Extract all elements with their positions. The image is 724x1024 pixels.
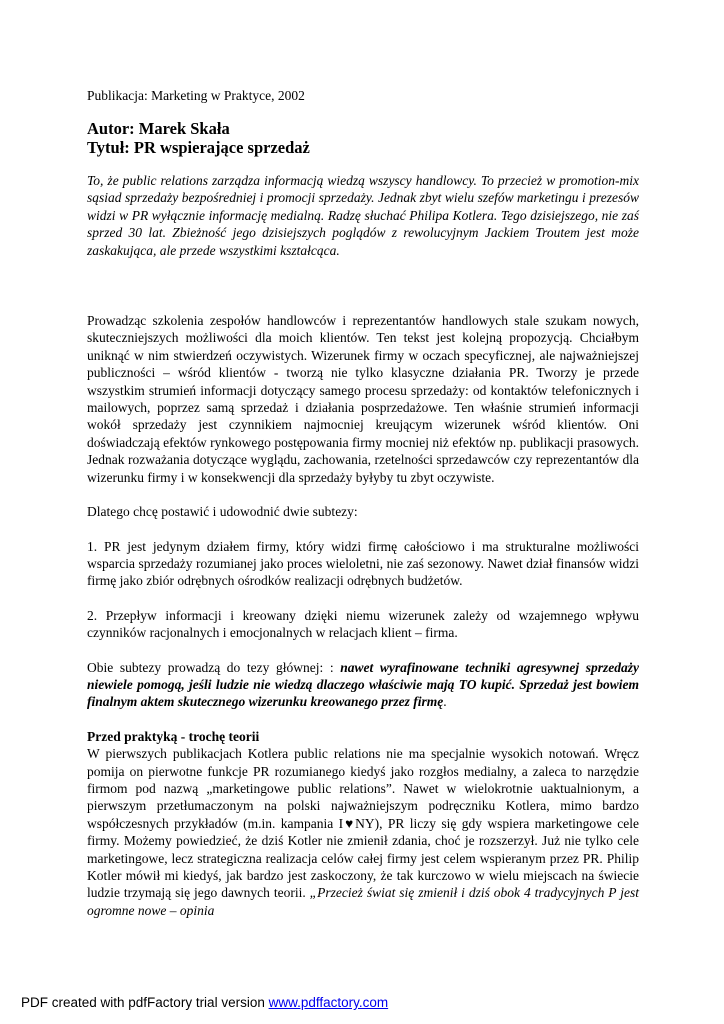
main-thesis-end: . [443, 694, 447, 710]
section-paragraph [87, 745, 639, 919]
body-paragraph-2: Dlatego chcę postawić i udowodnić dwie subtezy: [87, 504, 358, 520]
spacer [87, 590, 639, 607]
spacer [87, 642, 639, 659]
publication-line: Publikacja: Marketing w Praktyce, 2002 [87, 88, 305, 103]
spacer [87, 259, 639, 312]
body-paragraph-1: Prowadząc szkolenia zespołów handlowców i reprezentantów handlowych stale szukam nowych, skuteczniejszych możliwości dla moich klientów. Ten tekst jest kolejną propozycją. Chciałbym uniknąć w nim stwierdzeń oczywistych. Wizerunek firmy w oczach specyficznej, ale najważniejszej publiczności – wśród klientów - tworzą nie tylko klasyczne działania PR. Tworzy je przede wszystkim strumień informacji dotyczący samego procesu sprzedaży: od kontaktów telefonicznych i mailowych, poprzez samą sprzedaż i działania posprzedażowe. Ten właśnie strumień informacji wokół sprzedaży jest czynnikiem najmocniej kreującym wizerunek wśród klientów. Oni doświadczają efektów rynkowego postępowania firmy mocniej niż efektów np. publikacji prasowych. Jednak rozważania dotyczące wyglądu, zachowania, rzetelności sprzedawców czy reprezentantów dla wizerunku firmy i w konsekwencji dla sprzedaży byłyby tu zbyt oczywiste. [87, 313, 639, 485]
author-heading: Autor: Marek Skała [87, 119, 230, 138]
main-thesis-bold-end: . Sprzedaż jest bowiem finalnym aktem skutecznego wizerunku kreowanego przez firmę [87, 676, 639, 710]
spacer [87, 486, 639, 503]
pdf-footer [21, 995, 388, 1010]
section-quote: „Przecież świat się zmienił i dziś obok 4 tradycyjnych P jest ogromne nowe – opinia [87, 885, 639, 918]
thesis-1: 1. PR jest jedynym działem firmy, który widzi firmę całościowo i ma strukturalne możliwości wsparcia sprzedaży rozumianej jako proces wieloletni, nie zaś sezonowy. Nawet dział finansów widzi firmę jako zbiór odrębnych ośrodków realizacji odrębnych budżetów. [87, 538, 639, 589]
main-thesis [87, 659, 639, 711]
footer-text: PDF created with pdfFactory trial version [21, 995, 269, 1010]
title-heading: Tytuł: PR wspierające sprzedaż [87, 138, 310, 157]
lead-paragraph: To, że public relations zarządza informacją wiedzą wszyscy handlowcy. To przecież w promotion-mix sąsiad sprzedaży bezpośredniej i promocji sprzedaży. Jednak zbyt wielu szefów marketingu i prezesów widzi w PR wyłącznie informację medialną. Radzę słuchać Philipa Kotlera. Tego dzisiejszego, nie zaś sprzed 30 lat. Zbieżność jego dzisiejszych poglądów z rewolucyjnym Jackiem Troutem jest może zaskakująca, ale przede wszystkimi kształcąca. [87, 173, 639, 258]
footer-link[interactable]: www.pdffactory.com [268, 995, 389, 1010]
section-heading: Przed praktyką - trochę teorii [87, 728, 260, 744]
thesis-2: 2. Przepływ informacji i kreowany dzięki niemu wizerunek zależy od wzajemnego wpływu czynników racjonalnych i emocjonalnych w relacjach klient – firma. [87, 607, 639, 641]
spacer [87, 521, 639, 538]
main-thesis-intro: Obie subtezy prowadzą do tezy głównej: : [87, 659, 341, 675]
section-text: W pierwszych publikacjach Kotlera public relations nie ma specjalnie wysokich notowań. Wręcz pomija on pierwotne funkcje PR rozumianego kiedyś jako rozgłos medialny, a zaleca to narzędzie firmom pod nazwą „marketingowe public relations”. Nawet w wielokrotnie uaktualnionym, a pierwszym przetłumaczonym na polski najważniejszym podręczniku Kotlera, mimo bardzo współczesnych przykładów (m.in. kampania I♥NY), PR liczy się gdy wspiera marketingowe cele firmy. Możemy powiedzieć, że dziś Kotler nie zmienił zdania, choć je rozszerzył. Już nie tylko cele marketingowe, lecz strategiczna realizacja celów całej firmy jest celem wspieranym przez PR. Philip Kotler mówił mi kiedyś, jak bardzo jest zaskoczony, że tak kurczowo w wielu miejscach na świecie ludzie trzymają się jego dawnych teorii. [87, 746, 639, 901]
spacer [87, 711, 639, 728]
document-page [87, 87, 639, 919]
main-thesis-bold: nawet wyrafinowane techniki agresywnej sprzedaży niewiele pomogą, jeśli ludzie nie wiedzą dlaczego właściwie mają TO kupić [87, 659, 639, 692]
